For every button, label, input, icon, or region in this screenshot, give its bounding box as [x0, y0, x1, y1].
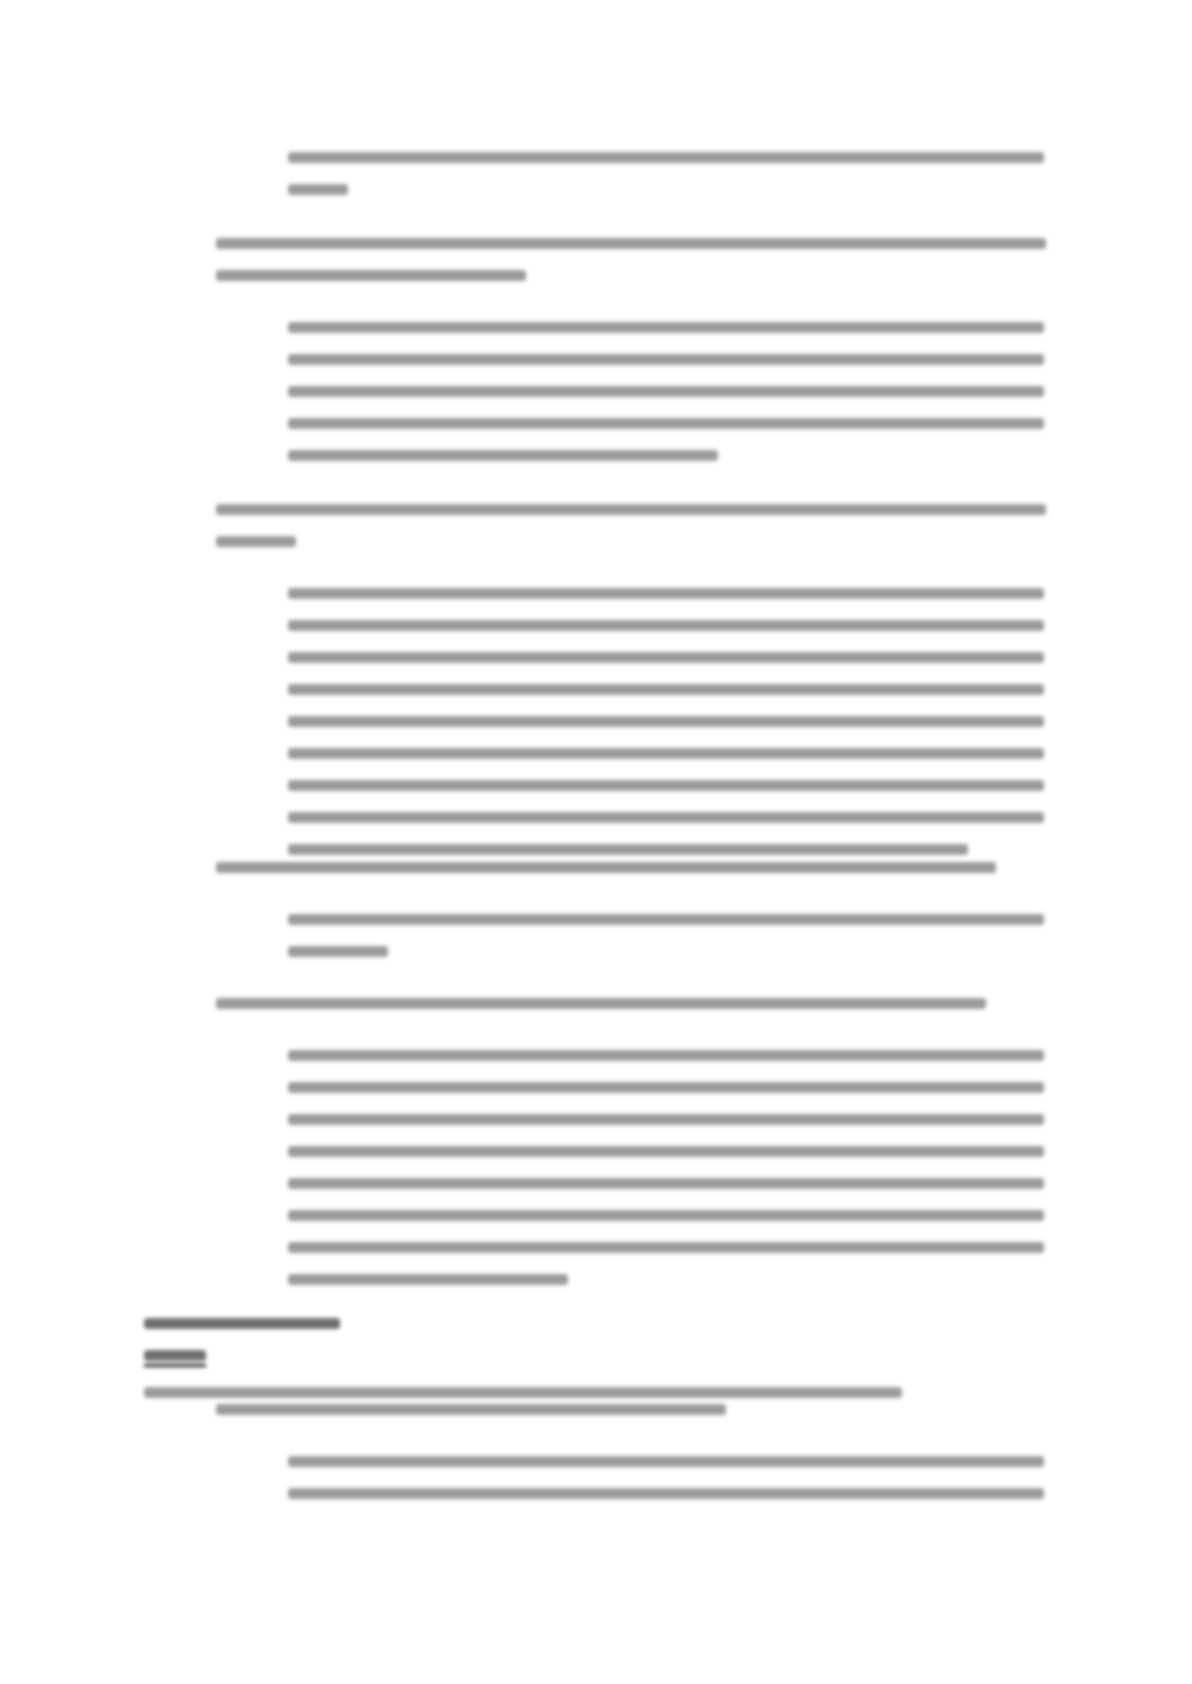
- topic-label-underline: [144, 1364, 206, 1367]
